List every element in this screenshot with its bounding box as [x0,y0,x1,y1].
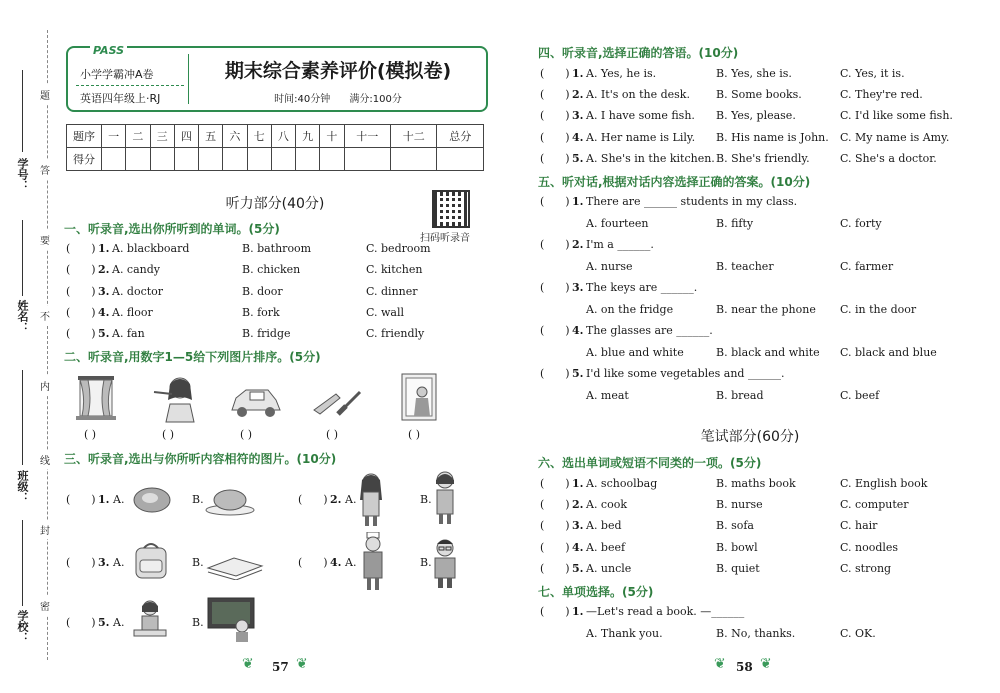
seal-char: 内 [40,376,50,395]
option-a: A. schoolbag [586,477,658,490]
option-b: B. black and white [716,346,820,359]
question-row [540,498,990,516]
section-7-title: 七、单项选择。(5分) [538,585,654,599]
score-header-cell: 八 [271,125,295,148]
option-c: C. OK. [840,627,876,640]
option-c: C. wall [366,306,405,319]
question-number: 5. [98,327,110,340]
seal-char: 封 [40,520,50,539]
options-row [540,260,990,278]
score-header-cell: 四 [174,125,198,148]
option-a: A. Her name is Lily. [586,131,696,144]
score-header-cell: 十一 [344,125,390,148]
option-a: A. It's on the desk. [586,88,690,101]
option-a: A. blue and white [586,346,684,359]
score-value-row [67,148,484,171]
section-4-title: 四、听录音,选择正确的答语。(10分) [538,46,739,60]
option-c: C. in the door [840,303,917,316]
question-number: 3. [572,109,584,122]
option-b: B. chicken [242,263,301,276]
score-header-cell: 二 [126,125,150,148]
answer-paren[interactable]: ( ) [298,493,328,506]
answer-paren[interactable]: ( ) [540,88,570,101]
class-label: 班级： [16,470,29,503]
answer-paren[interactable]: ( ) [84,428,97,441]
option-b: B. She's friendly. [716,152,810,165]
question-row [540,238,990,256]
answer-paren[interactable]: ( ) [66,263,96,276]
option-c: C. beef [840,389,880,402]
question-row [540,88,990,106]
name-blank[interactable] [22,220,23,296]
option-a: A. candy [112,263,160,276]
nurse-picture [358,532,388,592]
question-number: 5. [572,562,584,575]
score-header-row [67,125,484,148]
score-header-cell: 九 [296,125,320,148]
option-c: C. Yes, it is. [840,67,905,80]
option-a: A. Yes, he is. [586,67,657,80]
score-cell[interactable] [150,148,174,171]
option-a-label: A. [113,556,125,569]
question-number: 1. [98,493,110,506]
option-c: C. My name is Amy. [840,131,950,144]
question-row [540,109,990,127]
question-row [66,285,486,303]
answer-paren[interactable]: ( ) [540,195,570,208]
answer-paren[interactable]: ( ) [66,493,96,506]
option-a: A. floor [112,306,153,319]
option-c: C. farmer [840,260,894,273]
score-cell[interactable] [223,148,247,171]
listening-title: 听力部分(40分) [225,196,325,212]
knife-fork-picture [310,382,364,422]
teacher-blackboard-picture [206,596,256,642]
score-cell[interactable] [174,148,198,171]
option-a: A. bed [586,519,622,532]
option-a: A. She's in the kitchen. [586,152,715,165]
answer-paren[interactable]: ( ) [240,428,253,441]
option-a: A. fan [112,327,145,340]
answer-paren[interactable]: ( ) [540,324,570,337]
seal-char: 密 [40,596,50,615]
question-row [540,562,990,580]
score-cell[interactable] [271,148,295,171]
option-b: B. Yes, she is. [716,67,792,80]
school-blank[interactable] [22,520,23,606]
question-number: 4. [572,131,584,144]
score-header-cell: 题序 [67,125,102,148]
option-c: C. She's a doctor. [840,152,937,165]
score-cell[interactable] [344,148,390,171]
section-2-title: 二、听录音,用数字1—5给下列图片排序。(5分) [64,350,321,364]
option-c: C. strong [840,562,892,575]
option-c: C. kitchen [366,263,423,276]
option-a-label: A. [113,616,125,629]
option-b: B. His name is John. [716,131,829,144]
question-row [540,131,990,149]
question-number: 3. [572,519,584,532]
option-b-label: B. [420,556,432,569]
answer-paren[interactable]: ( ) [66,285,96,298]
question-number: 5. [98,616,110,629]
student-id-blank[interactable] [22,70,23,152]
score-header-cell: 七 [247,125,271,148]
question-text: I'm a ______. [586,238,654,251]
option-b: B. No, thanks. [716,627,796,640]
answer-paren[interactable]: ( ) [540,519,570,532]
window-curtain-picture [72,372,120,424]
exam-full-score: 满分:100分 [349,94,402,105]
option-b: B. fork [242,306,280,319]
right-page [500,0,1000,693]
option-a: A. nurse [586,260,633,273]
option-a: A. uncle [586,562,632,575]
seal-char: 线 [40,450,50,469]
question-row [540,324,990,342]
question-number: 3. [572,281,584,294]
question-row [540,477,990,495]
option-b: B. sofa [716,519,754,532]
option-b: B. maths book [716,477,796,490]
exam-time: 时间:40分钟 [274,94,331,105]
exam-title: 期末综合素养评价(模拟卷) [224,60,452,82]
section-6-title: 六、选出单词或短语不同类的一项。(5分) [538,456,762,470]
leaf-icon: ❦ [714,656,726,672]
score-header-cell: 总分 [437,125,484,148]
leaf-icon: ❦ [296,656,308,672]
question-number: 4. [98,306,110,319]
question-row [540,152,990,170]
option-b: B. nurse [716,498,763,511]
answer-paren[interactable]: ( ) [540,562,570,575]
option-a-label: A. [345,556,357,569]
exam-info [198,90,478,105]
options-row [540,217,990,235]
option-a: A. fourteen [586,217,649,230]
option-a-label: A. [345,493,357,506]
seal-char: 不 [40,306,50,325]
option-b: B. fridge [242,327,291,340]
leaf-icon: ❦ [242,656,254,672]
answer-paren[interactable]: ( ) [408,428,421,441]
section-5-title: 五、听对话,根据对话内容选择正确的答案。(10分) [538,175,811,189]
answer-paren[interactable]: ( ) [540,131,570,144]
option-c: C. computer [840,498,909,511]
question-number: 2. [572,238,584,251]
question-row [540,367,990,385]
score-row-label: 得分 [67,148,102,171]
question-number: 1. [572,605,584,618]
option-c: C. I'd like some fish. [840,109,953,122]
question-row [540,281,990,299]
question-number: 1. [572,67,584,80]
score-header-cell: 六 [223,125,247,148]
option-b: B. fifty [716,217,754,230]
answer-paren[interactable]: ( ) [162,428,175,441]
brand-text: 小学学霸冲A卷 [80,68,154,81]
option-b: B. near the phone [716,303,816,316]
options-row [540,346,990,364]
question-row [66,327,486,345]
answer-paren[interactable]: ( ) [540,238,570,251]
option-b-label: B. [192,556,204,569]
question-number: 2. [572,498,584,511]
question-number: 1. [572,195,584,208]
score-cell[interactable] [102,148,126,171]
option-b-label: B. [420,493,432,506]
score-cell[interactable] [247,148,271,171]
question-number: 2. [98,263,110,276]
answer-paren[interactable]: ( ) [66,327,96,340]
option-a: A. blackboard [112,242,190,255]
answer-paren[interactable]: ( ) [66,242,96,255]
option-c: C. noodles [840,541,899,554]
door-girl-picture [396,370,444,424]
answer-paren[interactable]: ( ) [540,605,570,618]
seal-line [47,30,48,660]
option-b: B. bathroom [242,242,312,255]
question-number: 3. [98,556,110,569]
books-picture [204,548,266,580]
answer-paren[interactable]: ( ) [326,428,339,441]
question-number: 1. [98,242,110,255]
score-header-cell: 十 [320,125,344,148]
answer-paren[interactable]: ( ) [66,616,96,629]
option-b-label: B. [192,616,204,629]
question-number: 1. [572,477,584,490]
pass-logo: PASS [90,44,127,57]
qr-code-icon[interactable] [432,190,470,228]
option-a-label: A. [113,493,125,506]
answer-paren[interactable]: ( ) [298,556,328,569]
roast-chicken-picture [204,482,256,516]
score-cell[interactable] [390,148,436,171]
option-c: C. hair [840,519,878,532]
option-b: B. bowl [716,541,758,554]
leaf-icon: ❦ [760,656,772,672]
question-row [540,195,990,213]
question-number: 2. [572,88,584,101]
grade-text: 英语四年级上·RJ [80,92,161,105]
section-1-title: 一、听录音,选出你所听到的单词。(5分) [64,222,280,236]
school-label: 学校： [16,610,29,643]
option-c: C. friendly [366,327,425,340]
answer-paren[interactable]: ( ) [540,109,570,122]
option-b: B. door [242,285,283,298]
question-number: 4. [572,541,584,554]
question-row [540,605,990,623]
score-header-cell: 一 [102,125,126,148]
steak-picture [130,480,174,516]
option-c: C. forty [840,217,882,230]
header-vdivider [188,54,189,104]
answer-paren[interactable]: ( ) [540,367,570,380]
answer-paren[interactable]: ( ) [540,152,570,165]
option-b: B. Yes, please. [716,109,796,122]
seal-char: 题 [40,85,50,104]
option-c: C. black and blue [840,346,937,359]
writing-title: 笔试部分(60分) [700,429,800,445]
option-b-label: B. [192,493,204,506]
schoolbag-picture [130,540,172,582]
option-b: B. teacher [716,260,774,273]
answer-paren[interactable]: ( ) [540,498,570,511]
question-row [540,541,990,559]
question-number: 3. [98,285,110,298]
answer-paren[interactable]: ( ) [540,67,570,80]
option-c: C. bedroom [366,242,431,255]
score-cell[interactable] [126,148,150,171]
option-c: C. English book [840,477,928,490]
option-a: A. beef [586,541,626,554]
option-a: A. doctor [112,285,164,298]
option-b: B. quiet [716,562,760,575]
question-text: The glasses are ______. [586,324,713,337]
score-cell[interactable] [320,148,344,171]
option-b: B. bread [716,389,764,402]
question-row [540,67,990,85]
section-3-title: 三、听录音,选出与你所听内容相符的图片。(10分) [64,452,337,466]
option-a: A. on the fridge [586,303,674,316]
option-a: A. I have some fish. [586,109,695,122]
score-header-cell: 三 [150,125,174,148]
man-glasses-picture [428,536,462,590]
question-row [66,263,486,281]
question-text: There are ______ students in my class. [586,195,798,208]
question-number: 5. [572,152,584,165]
options-row [540,389,990,407]
student-id-label: 学号： [16,158,29,191]
option-c: C. dinner [366,285,418,298]
question-text: —Let's read a book. —______ [586,605,745,618]
answer-paren[interactable]: ( ) [66,306,96,319]
seal-char: 答 [40,160,50,179]
question-row [66,306,486,324]
answer-paren[interactable]: ( ) [540,541,570,554]
option-b: B. Some books. [716,88,802,101]
page-number: 57 [272,660,289,674]
score-cell[interactable] [296,148,320,171]
question-number: 2. [330,493,342,506]
answer-paren[interactable]: ( ) [66,556,96,569]
question-number: 4. [330,556,342,569]
option-a: A. Thank you. [586,627,663,640]
answer-paren[interactable]: ( ) [540,281,570,294]
header-box [66,46,488,112]
options-row [540,627,990,645]
qr-caption: 扫码听录音 [420,233,470,244]
girl-teeth-picture [150,374,202,424]
seal-char: 要 [40,230,50,249]
class-blank[interactable] [22,370,23,465]
girl-reading-picture [130,598,170,642]
question-number: 5. [572,367,584,380]
question-text: I'd like some vegetables and ______. [586,367,785,380]
question-row [540,519,990,537]
options-row [540,303,990,321]
question-number: 4. [572,324,584,337]
car-picture [228,380,284,424]
woman-longhair-picture [356,470,386,528]
question-row [66,242,486,260]
score-header-cell: 五 [199,125,223,148]
score-header-cell: 十二 [390,125,436,148]
option-a: A. meat [586,389,629,402]
header-divider [76,85,184,86]
question-text: The keys are ______. [586,281,698,294]
score-table [66,124,484,171]
answer-paren[interactable]: ( ) [540,477,570,490]
option-c: C. They're red. [840,88,923,101]
binding-strip [0,30,62,660]
page-number: 58 [736,660,753,674]
woman-shorthair-picture [430,468,460,526]
option-a: A. cook [586,498,628,511]
score-cell[interactable] [437,148,484,171]
name-label: 姓名： [16,300,29,333]
score-cell[interactable] [199,148,223,171]
